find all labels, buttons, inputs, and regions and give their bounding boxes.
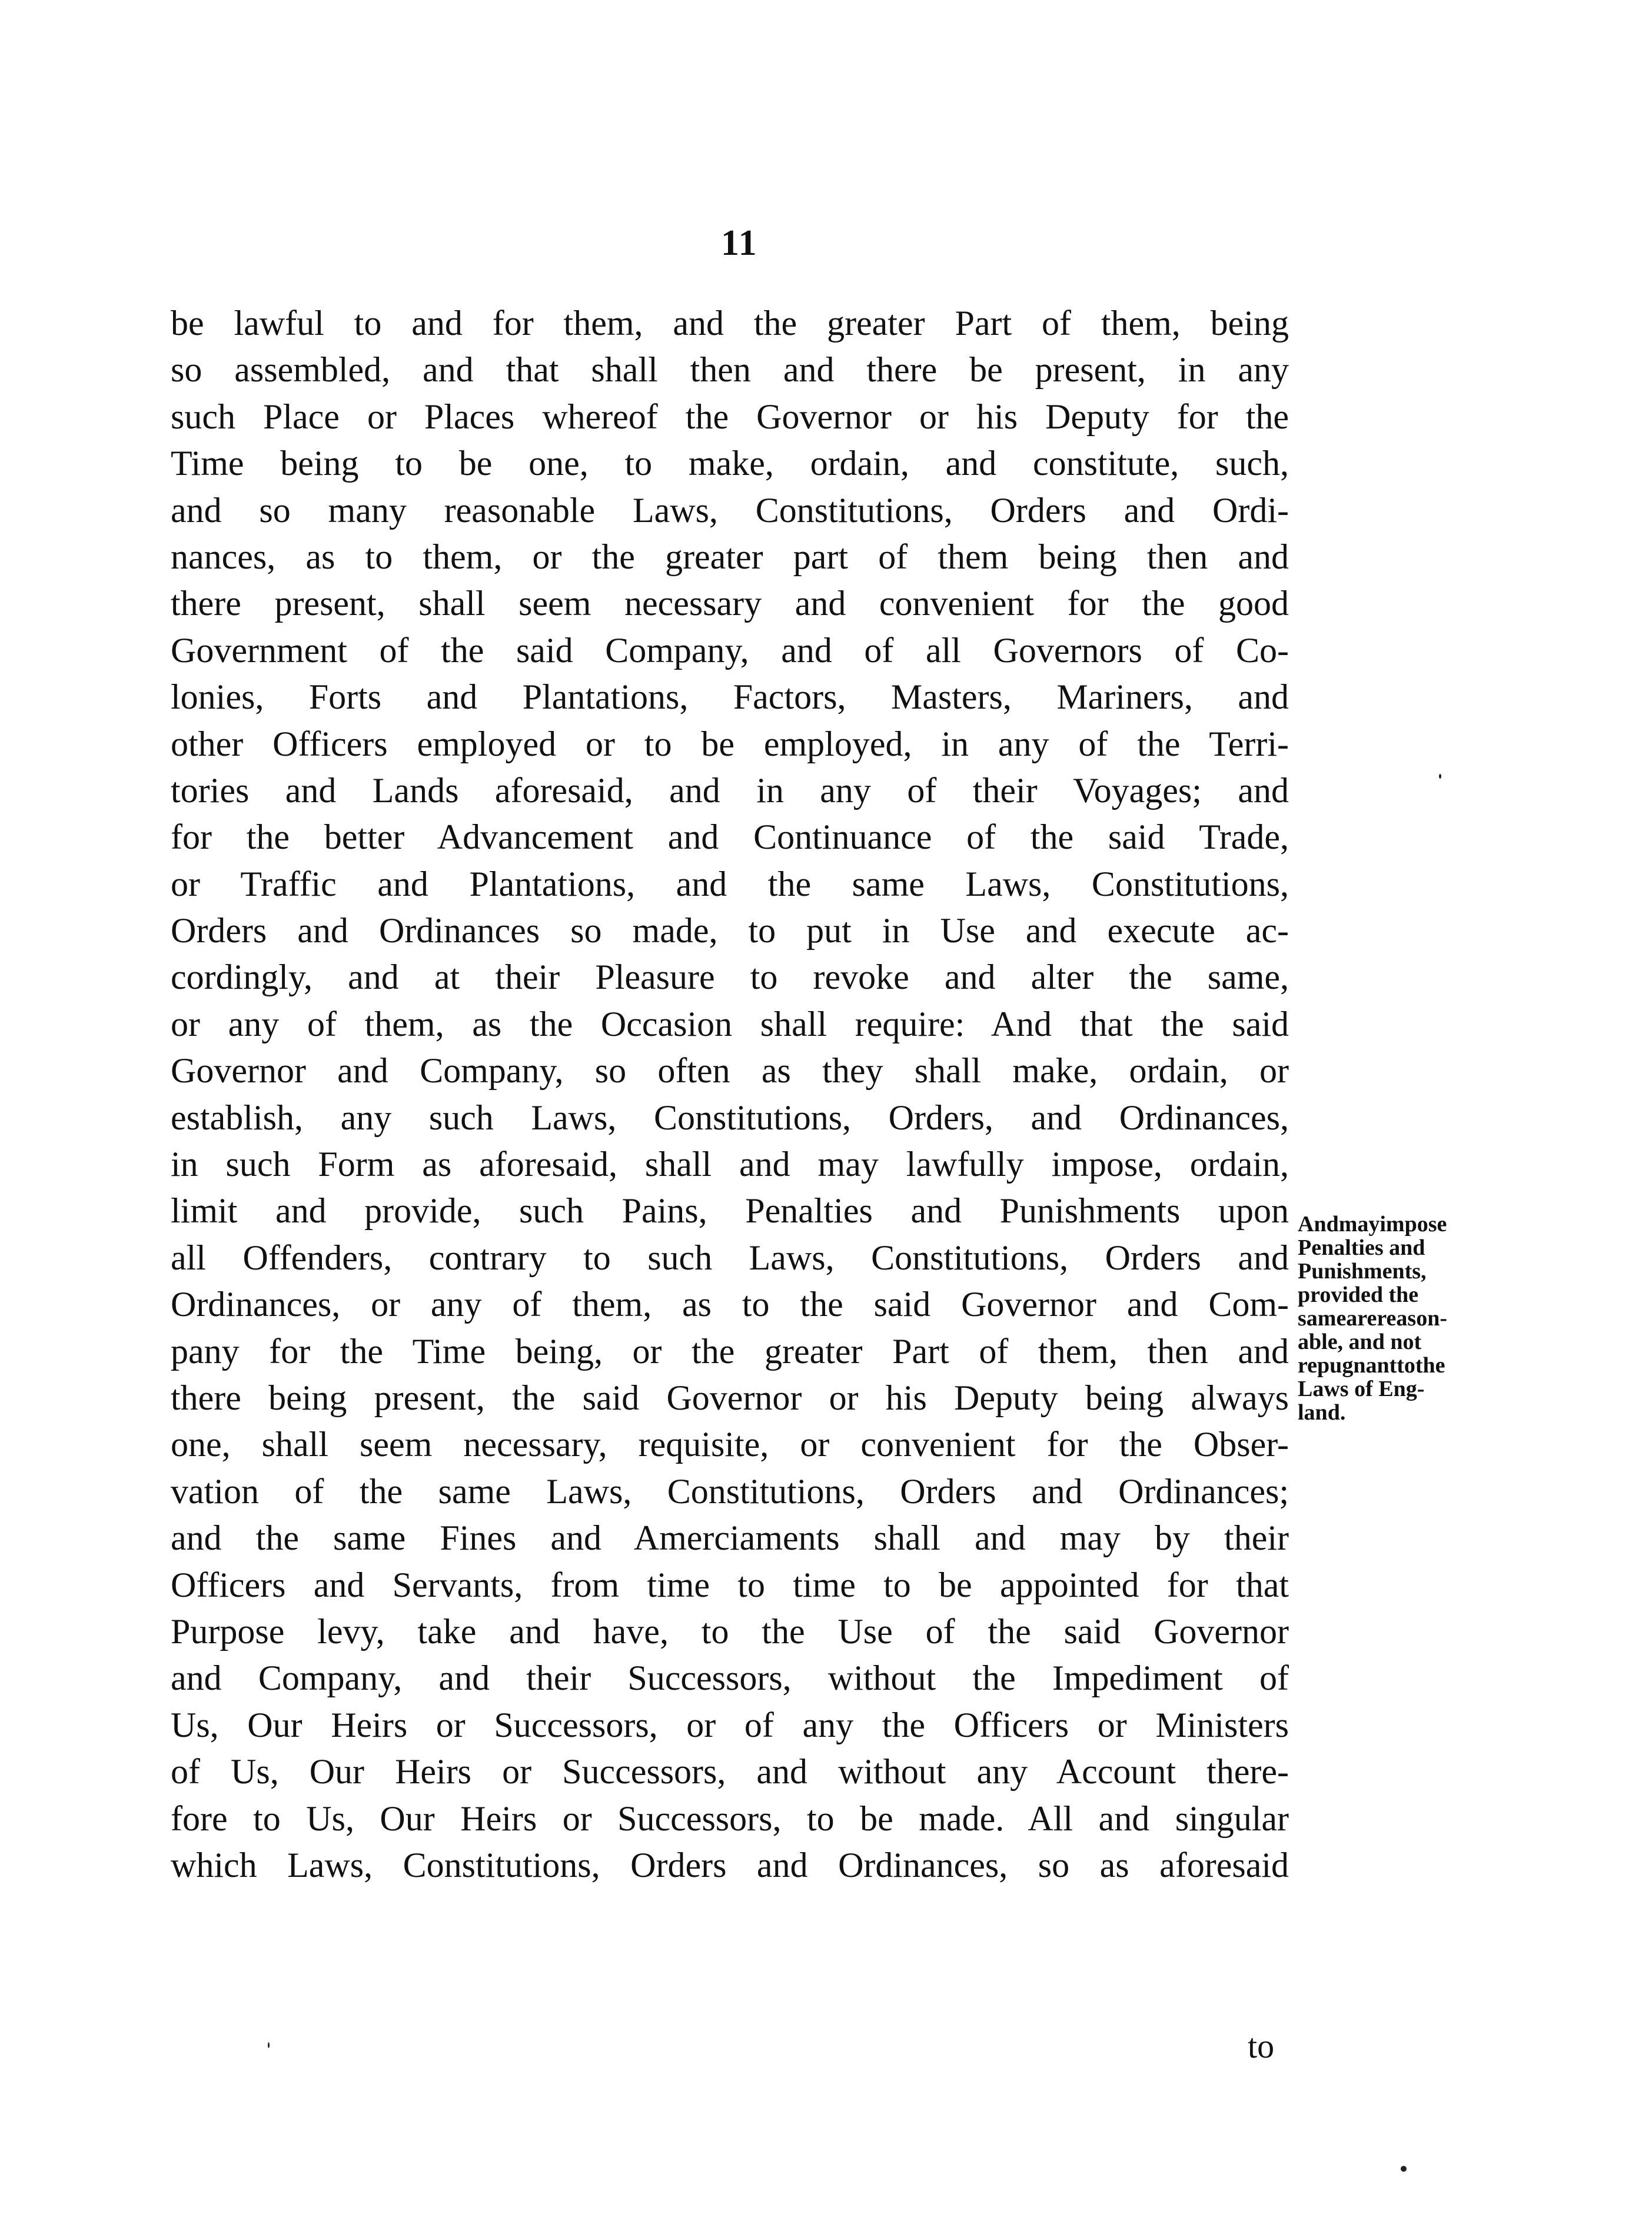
margin-note-line: able, and not (1298, 1330, 1422, 1354)
text-line: in such Form as aforesaid, shall and may lawfully impose, ordain, (171, 1145, 1289, 1184)
text-line: vation of the same Laws, Constitutions, Orders and Ordinances; (171, 1471, 1289, 1511)
text-line: Officers and Servants, from time to time to be appointed for that (171, 1565, 1289, 1604)
margin-note-line: provided the (1298, 1282, 1419, 1307)
text-line: Time being to be one, to make, ordain, and constitute, such, (171, 444, 1289, 483)
body-text (171, 300, 1289, 1889)
margin-note-line: Penalties and (1298, 1235, 1425, 1260)
margin-note-line: Punishments, (1298, 1259, 1427, 1284)
margin-note-line: repugnanttothe (1298, 1353, 1445, 1378)
ink-speck (1439, 774, 1441, 779)
margin-note-line: Laws of Eng- (1298, 1377, 1425, 1401)
text-line: and Company, and their Successors, without the Impediment of (171, 1659, 1289, 1698)
catchword: to (1248, 2027, 1275, 2065)
text-line: such Place or Places whereof the Governor or his Deputy for the (171, 397, 1289, 436)
text-line: other Officers employed or to be employed, in any of the Terri- (171, 724, 1289, 763)
margin-note-line: samearereason- (1298, 1306, 1447, 1331)
margin-note-line: land. (1298, 1400, 1346, 1425)
text-line: Ordinances, or any of them, as to the said Governor and Com- (171, 1285, 1289, 1324)
text-line: there present, shall seem necessary and convenient for the good (171, 584, 1289, 623)
ink-speck (268, 2042, 270, 2048)
text-line: Government of the said Company, and of all Governors of Co- (171, 630, 1289, 670)
text-line: all Offenders, contrary to such Laws, Constitutions, Orders and (171, 1238, 1289, 1277)
text-line: Us, Our Heirs or Successors, or of any the Officers or Ministers (171, 1705, 1289, 1744)
text-line: so assembled, and that shall then and there be present, in any (171, 350, 1289, 390)
text-line: cordingly, and at their Pleasure to revoke and alter the same, (171, 958, 1289, 997)
text-line: Purpose levy, take and have, to the Use of the said Governor (171, 1611, 1289, 1651)
text-line: be lawful to and for them, and the greater Part of them, being (171, 304, 1289, 343)
text-line: pany for the Time being, or the greater Part of them, then and (171, 1331, 1289, 1371)
text-line: limit and provide, such Pains, Penalties and Punishments upon (171, 1191, 1289, 1231)
margin-note-line: Andmayimpose (1298, 1212, 1447, 1237)
text-line: Governor and Company, so often as they shall make, ordain, or (171, 1051, 1289, 1091)
text-line: establish, any such Laws, Constitutions, Orders, and Ordinances, (171, 1098, 1289, 1137)
text-line: which Laws, Constitutions, Orders and Ordinances, so as aforesaid (171, 1845, 1289, 1885)
text-line: or Traffic and Plantations, and the same Laws, Constitutions, (171, 864, 1289, 903)
text-line: and the same Fines and Amerciaments shall and may by their (171, 1518, 1289, 1558)
text-line: there being present, the said Governor or his Deputy being always (171, 1378, 1289, 1417)
text-line: nances, as to them, or the greater part of them being then and (171, 537, 1289, 576)
text-line: of Us, Our Heirs or Successors, and without any Account there- (171, 1752, 1289, 1792)
ink-speck (1401, 2166, 1407, 2172)
page-number: 11 (721, 223, 758, 263)
text-line: or any of them, as the Occasion shall require: And that the said (171, 1004, 1289, 1043)
text-line: for the better Advancement and Continuance of the said Trade, (171, 817, 1289, 857)
text-line: one, shall seem necessary, requisite, or convenient for the Obser- (171, 1425, 1289, 1464)
text-line: tories and Lands aforesaid, and in any of their Voyages; and (171, 770, 1289, 810)
text-line: and so many reasonable Laws, Constitutions, Orders and Ordi- (171, 490, 1289, 530)
text-line: Orders and Ordinances so made, to put in Use and execute ac- (171, 911, 1289, 951)
text-line: lonies, Forts and Plantations, Factors, Masters, Mariners, and (171, 677, 1289, 717)
text-line: fore to Us, Our Heirs or Successors, to be made. All and singular (171, 1799, 1289, 1838)
margin-note (1298, 1212, 1486, 1424)
